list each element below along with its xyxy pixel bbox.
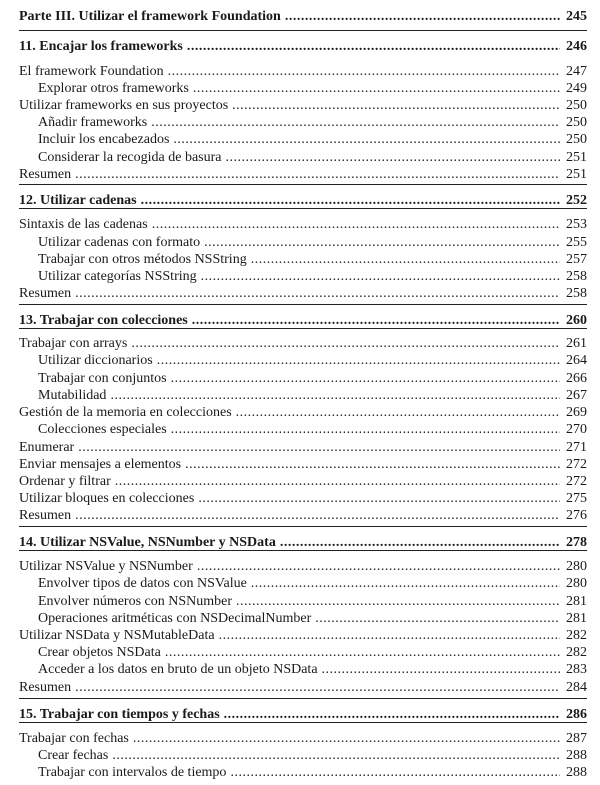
toc-entry-title: Resumen ..... (19, 679, 560, 697)
toc-entry-title: El framework Foundation ..... (19, 63, 560, 81)
section-divider (19, 550, 587, 551)
toc-entry (0, 38, 600, 56)
toc-entry-page: 275 (566, 491, 587, 506)
toc-entry (0, 730, 600, 748)
toc-entry-page: 278 (566, 535, 587, 550)
toc-entry-page: 250 (566, 115, 587, 130)
toc-entry-page: 284 (566, 680, 587, 695)
toc-entry (0, 387, 600, 405)
toc-entry-title: Mutabilidad ..... (38, 387, 560, 405)
toc-entry-title: Acceder a los datos en bruto de un objeto NSData ..... (38, 661, 560, 679)
toc-entry-page: 282 (566, 628, 587, 643)
toc-entry-title: Considerar la recogida de basura ..... (38, 149, 560, 167)
toc-entry-page: 258 (566, 269, 587, 284)
toc-entry (0, 80, 600, 98)
toc-entry-title: Envolver números con NSNumber ..... (38, 593, 560, 611)
toc-entry-title: Gestión de la memoria en colecciones ..... (19, 404, 560, 422)
toc-entry-title: Resumen ..... (19, 166, 560, 184)
toc-entry (0, 490, 600, 508)
toc-entry-title: Colecciones especiales ..... (38, 421, 560, 439)
toc-entry-page: 282 (566, 645, 587, 660)
toc-entry (0, 268, 600, 286)
toc-entry-title: 14. Utilizar NSValue, NSNumber y NSData ..... (19, 534, 560, 552)
toc-entry-title: Trabajar con arrays ..... (19, 335, 560, 353)
toc-entry-page: 258 (566, 286, 587, 301)
toc-entry (0, 114, 600, 132)
toc-entry (0, 166, 600, 184)
toc-entry (0, 456, 600, 474)
toc-entry (0, 439, 600, 457)
toc-entry-page: 245 (566, 9, 587, 24)
toc-entry-title: Crear objetos NSData ..... (38, 644, 560, 662)
toc-entry (0, 285, 600, 303)
toc-entry-title: Utilizar diccionarios ..... (38, 352, 560, 370)
toc-entry-title: Explorar otros frameworks ..... (38, 80, 560, 98)
toc-entry-title: Enumerar ..... (19, 439, 560, 457)
toc-entry-page: 253 (566, 217, 587, 232)
toc-entry-title: Crear fechas ..... (38, 747, 560, 765)
toc-entry-title: Utilizar frameworks en sus proyectos ..... (19, 97, 560, 115)
toc-entry-page: 271 (566, 440, 587, 455)
toc-entry-page: 267 (566, 388, 587, 403)
toc-entry-page: 276 (566, 508, 587, 523)
toc-entry-page: 247 (566, 64, 587, 79)
toc-entry-title: 12. Utilizar cadenas ..... (19, 192, 560, 210)
toc-entry (0, 421, 600, 439)
toc-entry-title: Envolver tipos de datos con NSValue ..... (38, 575, 560, 593)
toc-entry-page: 280 (566, 559, 587, 574)
toc-entry (0, 507, 600, 525)
toc-entry (0, 131, 600, 149)
section-divider (19, 698, 587, 699)
section-divider (19, 328, 587, 329)
toc-entry (0, 370, 600, 388)
toc-entry-title: Resumen ..... (19, 507, 560, 525)
toc-entry-page: 246 (566, 39, 587, 54)
toc-entry-title: Trabajar con intervalos de tiempo ..... (38, 764, 560, 782)
toc-entry (0, 234, 600, 252)
toc-entry-page: 251 (566, 167, 587, 182)
toc-entry (0, 764, 600, 782)
toc-entry-page: 257 (566, 252, 587, 267)
toc-entry-title: 11. Encajar los frameworks ..... (19, 38, 560, 56)
toc-entry-title: Utilizar NSValue y NSNumber ..... (19, 558, 560, 576)
toc-entry (0, 627, 600, 645)
toc-entry-title: Utilizar NSData y NSMutableData ..... (19, 627, 560, 645)
toc-entry-title: Operaciones aritméticas con NSDecimalNumber ..... (38, 610, 560, 628)
toc-entry (0, 747, 600, 765)
toc-entry-page: 288 (566, 748, 587, 763)
section-divider (19, 30, 587, 31)
toc-entry (0, 97, 600, 115)
toc-entry-page: 280 (566, 576, 587, 591)
section-divider (19, 208, 587, 209)
toc-entry-page: 286 (566, 707, 587, 722)
toc-entry (0, 8, 600, 26)
toc-entry-title: Trabajar con fechas ..... (19, 730, 560, 748)
toc-entry (0, 352, 600, 370)
toc-entry-title: Añadir frameworks ..... (38, 114, 560, 132)
toc-entry-page: 251 (566, 150, 587, 165)
toc-entry-page: 288 (566, 765, 587, 780)
toc-entry-page: 252 (566, 193, 587, 208)
toc-entry-page: 269 (566, 405, 587, 420)
toc-entry-title: 15. Trabajar con tiempos y fechas ..... (19, 706, 560, 724)
toc-entry-title: Utilizar categorías NSString ..... (38, 268, 560, 286)
toc-entry-page: 281 (566, 594, 587, 609)
toc-entry-page: 249 (566, 81, 587, 96)
toc-entry-page: 266 (566, 371, 587, 386)
toc-entry-title: Trabajar con conjuntos ..... (38, 370, 560, 388)
toc-entry (0, 575, 600, 593)
toc-entry-title: Sintaxis de las cadenas ..... (19, 216, 560, 234)
toc-entry (0, 216, 600, 234)
toc-entry (0, 149, 600, 167)
toc-entry-page: 272 (566, 457, 587, 472)
toc-entry-title: Parte III. Utilizar el framework Foundation ..... (19, 8, 560, 26)
toc-entry (0, 593, 600, 611)
section-divider (19, 304, 587, 305)
toc-entry (0, 63, 600, 81)
toc-entry-page: 270 (566, 422, 587, 437)
toc-entry (0, 679, 600, 697)
toc-entry-title: Utilizar cadenas con formato ..... (38, 234, 560, 252)
toc-entry-page: 250 (566, 98, 587, 113)
toc-entry (0, 335, 600, 353)
toc-entry-page: 287 (566, 731, 587, 746)
toc-entry-page: 283 (566, 662, 587, 677)
toc-entry (0, 251, 600, 269)
toc-entry (0, 610, 600, 628)
toc-entry (0, 473, 600, 491)
toc-entry-title: Ordenar y filtrar ..... (19, 473, 560, 491)
toc-entry-title: Resumen ..... (19, 285, 560, 303)
toc-entry (0, 661, 600, 679)
toc-entry-page: 272 (566, 474, 587, 489)
toc-entry-page: 281 (566, 611, 587, 626)
toc-entry-title: Incluir los encabezados ..... (38, 131, 560, 149)
toc-entry-page: 250 (566, 132, 587, 147)
toc-entry-page: 261 (566, 336, 587, 351)
section-divider (19, 526, 587, 527)
toc-entry-title: Trabajar con otros métodos NSString ..... (38, 251, 560, 269)
toc-entry (0, 558, 600, 576)
toc-entry-title: Enviar mensajes a elementos ..... (19, 456, 560, 474)
toc-entry-page: 264 (566, 353, 587, 368)
toc-entry-page: 260 (566, 313, 587, 328)
toc-entry-page: 255 (566, 235, 587, 250)
section-divider (19, 184, 587, 185)
toc-entry-title: 13. Trabajar con colecciones ..... (19, 312, 560, 330)
section-divider (19, 722, 587, 723)
toc-entry (0, 404, 600, 422)
toc-entry (0, 644, 600, 662)
toc-entry-title: Utilizar bloques en colecciones ..... (19, 490, 560, 508)
